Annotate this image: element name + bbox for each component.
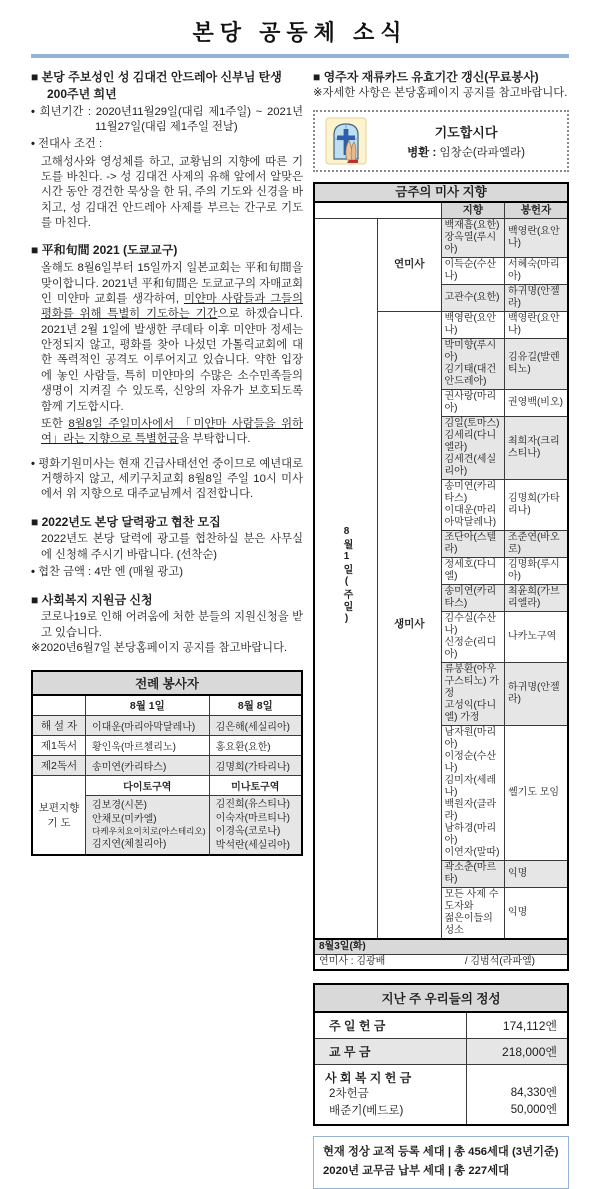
right-column <box>313 69 569 1189</box>
intercession-names <box>209 796 302 856</box>
intention-cell <box>441 887 505 939</box>
intention-cell <box>441 725 505 860</box>
offerer-cell: 권영백(비오) <box>505 389 569 416</box>
offering-label: 교 무 금 <box>314 1038 466 1064</box>
section-heading <box>31 592 303 609</box>
table-row <box>314 218 568 257</box>
jubilee-condition-body: 고해성사와 영성체를 하고, 교황님의 지향에 따른 기도를 바친다. -> 성 김대건 사제의 유해 앞에서 알맞은 시간 동안 경건한 묵상을 한 뒤, 주의 기도와 신경을 바치고, 성 김대건 안드레아 사제를 부르는 간구로 기도를 마친다. <box>41 155 303 230</box>
intention-name: 이대운(마리아막달레나) <box>444 504 497 528</box>
volunteer-name: 박석란(세실리아) <box>215 839 290 851</box>
jubilee-period <box>31 105 303 136</box>
table-row <box>32 756 302 776</box>
section-residence-card <box>313 69 569 101</box>
volunteers-table-title: 전례 봉사자 <box>32 671 302 695</box>
section-heading-text: 본당 주보성인 성 김대건 안드레아 신부님 탄생 200주년 희년 <box>41 70 282 101</box>
column-header: 봉헌자 <box>505 202 569 218</box>
table-header-row <box>314 202 568 218</box>
intention-name: 김일(토마스) <box>444 417 500 429</box>
volunteer-name: 김명희(가타리나) <box>209 756 302 776</box>
table-row <box>314 183 568 202</box>
section-heading <box>31 514 303 531</box>
intention-name: 백재흠(요한) <box>444 219 500 231</box>
residence-note: ※자세한 사항은 본당홈페이지 공지를 참고바랍니다. <box>313 86 568 99</box>
section-jubilee <box>31 69 303 231</box>
district-name: 미나토구역 <box>209 776 302 796</box>
offerer-cell: 백영란(요안나) <box>505 311 569 338</box>
offering-label: 주 일 헌 금 <box>314 1012 466 1039</box>
offering-table-title: 지난 주 우리들의 정성 <box>314 984 568 1012</box>
text-segment: 8월8일 주일미사에서 「미얀마 사람들을 위하여」라는 지향으로 특별헌금 <box>41 417 303 446</box>
intention-cell <box>441 311 505 338</box>
intention-cell <box>441 662 505 725</box>
intention-name: 정세호(다니엘) <box>444 558 497 582</box>
footer-intentions-wrap <box>319 956 563 968</box>
offerer-cell: 하귀명(안젤라) <box>505 284 569 311</box>
mass-date-label: 8월1일(주일) <box>341 526 352 627</box>
text-segment: 을 부탁합니다. <box>178 433 251 446</box>
volunteer-name: 이숙자(마르티나) <box>215 812 290 824</box>
volunteer-name: 김은해(세실리아) <box>209 716 302 736</box>
section-welfare-apply <box>31 592 303 657</box>
welfare-offering-block <box>314 1064 466 1125</box>
accent-rule <box>31 54 569 58</box>
corner-cell <box>314 202 441 218</box>
text-segment: 으로 하겠습니다. 2021년 2월 1일에 발생한 쿠데타 이후 미얀마 정세는 안정되지 않고, 평화를 찾아 나섰던 가톨릭교회에 대한 폭력적인 공격도 이루어지고 있습니다. 약한 입장에 놓인 사람들, 특히 미얀마의 수많은 소수민족들의 생명이 지켜질 수 있도록, 신앙의 자유가 보호되도록 함께 기도합시다. <box>41 308 303 413</box>
intention-name: 백원자(클라라) <box>444 798 497 822</box>
prayer-title: 기도합시다 <box>434 125 498 141</box>
bullet-marker: • <box>31 566 35 579</box>
spacer <box>473 1070 558 1085</box>
intention-name: 고성익(다니엘) 가정 <box>444 699 497 723</box>
column-header: 8월 1일 <box>86 695 210 716</box>
section-heading <box>31 242 303 259</box>
table-row <box>32 736 302 756</box>
intention-name: 남하경(마리아) <box>444 822 497 846</box>
household-stat-line: 2020년 교무금 납부 세대 | 총 227세대 <box>323 1165 510 1178</box>
offering-value: 174,112엔 <box>466 1012 568 1039</box>
welfare-apply-note: ※2020년6월7일 본당홈페이지 공지를 참고바랍니다. <box>31 642 288 655</box>
section-marker: ■ <box>31 70 39 84</box>
weekly-offering-table <box>313 983 569 1127</box>
jubilee-condition-label-text: 전대사 조건 : <box>38 138 103 151</box>
calendar-ad-price <box>31 565 303 580</box>
offerer-cell: 김유길(발렌티노) <box>505 338 569 389</box>
offerer-cell: 나카노구역 <box>505 611 569 662</box>
offerer-cell: 김명화(루시아) <box>505 557 569 584</box>
liturgy-volunteers-table <box>31 670 303 856</box>
intention-cell <box>441 530 505 557</box>
volunteer-name: 김보경(시몬) <box>92 800 147 812</box>
section-marker: ■ <box>313 70 321 84</box>
role-label: 제1독서 <box>32 736 86 756</box>
welfare-offering-value: 84,330엔 <box>510 1086 557 1099</box>
volunteer-name: 송미연(카리타스) <box>86 756 210 776</box>
intention-name: 장옥열(루시아) <box>444 231 497 255</box>
section-heading <box>313 69 569 86</box>
prayer-request-box <box>313 110 569 172</box>
intention-cell <box>441 257 505 284</box>
prayer-sick-label: 병환 : <box>407 147 437 160</box>
text-segment: 미얀마 사람들과 그들의 평화를 위해 특별히 기도하는 기간 <box>41 292 303 321</box>
role-label: 해 설 자 <box>32 716 86 736</box>
peace-paragraph-3 <box>31 457 303 503</box>
section-calendar-ad <box>31 514 303 581</box>
intention-cell <box>441 479 505 530</box>
welfare-apply-body: 코로나19로 인해 어려움에 처한 분들의 지원신청을 받고 있습니다. <box>41 611 303 639</box>
living-mass-label: 생미사 <box>378 311 442 939</box>
intention-name: 김수실(수산나) <box>444 612 497 636</box>
intention-name: 신정순(리디아) <box>444 636 497 660</box>
table-row <box>32 671 302 695</box>
role-label <box>32 776 86 856</box>
section-heading <box>31 69 303 103</box>
intention-name: 권사랑(마리아) <box>444 390 497 414</box>
section-marker: ■ <box>31 514 39 529</box>
text-segment: 또한 <box>41 417 69 430</box>
offering-value: 218,000엔 <box>466 1038 568 1064</box>
intention-name: 백영란(요안나) <box>444 312 497 336</box>
offerer-cell: 서혜숙(마리아) <box>505 257 569 284</box>
intention-name: 이정순(수산나) <box>444 750 497 774</box>
requiem-mass-label: 연미사 <box>378 218 442 311</box>
column-header: 지향 <box>441 202 505 218</box>
intention-name: 박미향(루시아) <box>444 339 497 363</box>
footer-intentions <box>314 954 568 970</box>
page-title: 본당 공동체 소식 <box>192 20 408 45</box>
section-marker: ■ <box>31 243 39 258</box>
intention-name: 류봉환(아우구스티노) 가정 <box>444 663 499 699</box>
two-column-layout <box>31 69 569 1189</box>
table-header-row <box>32 695 302 716</box>
section-marker: ■ <box>31 592 39 607</box>
volunteer-name: 홍요환(요한) <box>209 736 302 756</box>
intention-cell <box>441 557 505 584</box>
intention-name: 남자원(마리아) <box>444 726 497 750</box>
prayer-sick-name: 임창순(라파엘라) <box>439 147 525 160</box>
offerer-cell: 익명 <box>505 860 569 887</box>
intention-name: 김미자(세레나) <box>444 774 497 798</box>
household-stat-line: 현재 정상 교적 등록 세대 | 총 456세대 (3년기준) <box>323 1146 559 1159</box>
calendar-ad-body: 2022년도 본당 달력에 광고를 협찬하실 분은 사무실에 신청해 주시기 바랍니다. (선착순) <box>41 533 303 561</box>
intention-cell <box>441 860 505 887</box>
mass-table-title: 금주의 미사 지향 <box>314 183 568 202</box>
footer-offerer-text: / 김범석(라파엘) <box>464 955 535 967</box>
table-row <box>314 1012 568 1039</box>
intention-cell <box>441 338 505 389</box>
intention-cell <box>441 584 505 611</box>
intention-name: 김세견(세실리아) <box>444 453 497 477</box>
volunteer-name: 김진희(유스티나) <box>215 799 290 811</box>
intention-cell <box>441 218 505 257</box>
volunteer-name: 김지연(체칠리아) <box>92 838 167 850</box>
table-footer-row <box>314 954 568 970</box>
footer-date: 8월3일(화) <box>314 939 568 955</box>
offerer-cell: 조준연(바오로) <box>505 530 569 557</box>
praying-hands-window-icon <box>325 117 367 165</box>
masthead <box>31 16 569 58</box>
prayer-sick-line <box>375 144 557 160</box>
corner-cell <box>32 695 86 716</box>
household-stats-box <box>313 1136 569 1188</box>
calendar-ad-price-text: 협찬 금액 : 4만 엔 (매월 광고) <box>38 566 184 579</box>
role-label-text: 보편지향 기 도 <box>38 802 80 830</box>
volunteer-name: 이대운(마리아막달레나) <box>86 716 210 736</box>
column-header: 8월 8일 <box>209 695 302 716</box>
welfare-offering-label: 사 회 복 지 헌 금 <box>325 1070 412 1085</box>
offerer-cell: 백영란(요안나) <box>505 218 569 257</box>
section-heading-text: 平和旬間 2021 (도쿄교구) <box>41 243 178 258</box>
intention-name: 김세리(다니엘라) <box>444 429 497 453</box>
table-row <box>32 776 302 796</box>
intention-name: 모든 사제 수도자와 <box>444 888 499 912</box>
bullet-marker: • <box>31 138 35 151</box>
intention-name: 이득순(수산나) <box>444 258 497 282</box>
section-peace-days <box>31 242 303 502</box>
role-label: 제2독서 <box>32 756 86 776</box>
intercession-names <box>86 796 210 856</box>
intention-name: 송미연(카리타스) <box>444 585 497 609</box>
welfare-offering-item: 2차헌금 <box>329 1087 369 1100</box>
section-heading-text: 2022년도 본당 달력광고 협찬 모집 <box>41 514 221 529</box>
welfare-offering-value: 50,000엔 <box>510 1104 557 1116</box>
section-heading-text: 영주자 재류카드 유효기간 갱신(무료봉사) <box>323 70 539 84</box>
peace-paragraph-2 <box>31 417 303 448</box>
jubilee-condition-label <box>31 137 303 152</box>
peace-paragraph-1 <box>31 261 303 415</box>
welfare-offering-item: 배준기(베드로) <box>329 1105 404 1117</box>
intention-cell <box>441 611 505 662</box>
mass-date-cell <box>314 218 378 939</box>
offerer-cell: 최윤희(가브리엘라) <box>505 584 569 611</box>
intention-cell <box>441 284 505 311</box>
intention-cell <box>441 389 505 416</box>
bullet-marker: • <box>31 105 35 118</box>
volunteer-name: 이경옥(코로나) <box>215 826 281 838</box>
intention-name: 이연자(말따) <box>444 846 500 858</box>
offerer-cell: 김명희(가타리나) <box>505 479 569 530</box>
table-row <box>314 1038 568 1064</box>
jubilee-period-text: 희년기간 : 2020년11월29일(대림 제1주일) ~ 2021년11월27일(대림 제1주일 전날) <box>39 105 303 133</box>
section-heading-text: 사회복지 지원금 신청 <box>41 592 153 607</box>
welfare-offering-row <box>314 1064 568 1125</box>
offerer-cell: 최희자(크리스티나) <box>505 416 569 479</box>
intention-name: 곽소춘(마르타) <box>444 861 497 885</box>
welfare-offering-values <box>466 1064 568 1125</box>
footer-requiem-text: 연미사 : 김광배 <box>319 955 386 967</box>
offerer-cell: 쎌기도 모임 <box>505 725 569 860</box>
intention-name: 송미연(카리타스) <box>444 480 497 504</box>
district-name: 다이토구역 <box>86 776 210 796</box>
intention-cell <box>441 416 505 479</box>
intention-name: 조단아(스텔라) <box>444 531 497 555</box>
offerer-cell: 하귀명(안젤라) <box>505 662 569 725</box>
mass-intentions-table <box>313 182 569 971</box>
peace-paragraph-3-text: 평화기원미사는 현재 긴급사태선언 중이므로 예년대로 거행하지 않고, 세키구치교회 8월8일 주일 10시 미사에서 위 지향으로 대주교님께서 집전합니다. <box>38 457 303 501</box>
bullet-marker: • <box>31 457 35 470</box>
table-footer-row <box>314 939 568 955</box>
volunteer-name: 안채모(미카엘) <box>92 813 157 825</box>
volunteer-name: 다케우치요이치로(아스테리오) <box>92 826 206 837</box>
prayer-text <box>375 122 557 160</box>
text-segment: 올해도 8월6일부터 15일까지 일본교회는 平和旬間을 맞이합니다. 2021년 平和旬間은 도쿄교구의 자매교회인 미얀마 교회를 생각하여, <box>41 262 303 305</box>
volunteer-name: 황인욱(마르첼리노) <box>86 736 210 756</box>
offerer-cell: 익명 <box>505 887 569 939</box>
table-row <box>32 716 302 736</box>
intention-name: 김기태(대건안드레아) <box>444 363 497 387</box>
intention-name: 젊은이들의 성소 <box>444 912 493 936</box>
intention-name: 고관수(요한) <box>444 291 500 303</box>
left-column <box>31 69 303 856</box>
